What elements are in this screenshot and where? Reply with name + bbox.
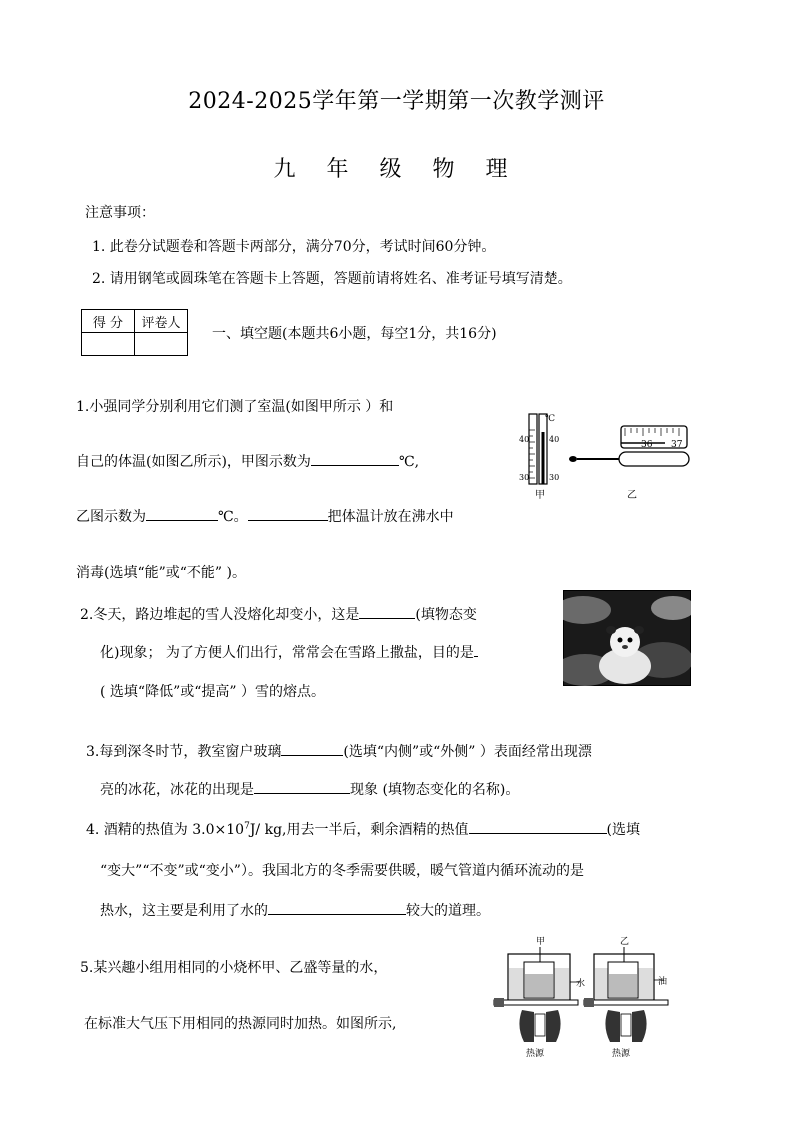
q1-blank-3[interactable] xyxy=(248,506,328,521)
fig-scale-37: 37 xyxy=(671,440,683,450)
clinical-bulb xyxy=(569,456,577,462)
score-cell[interactable] xyxy=(82,333,135,356)
q4-blank-1[interactable] xyxy=(469,819,607,834)
fig-label-jia: 甲 xyxy=(536,937,546,947)
score-header: 得 分 xyxy=(82,310,135,333)
q3-blank-1[interactable] xyxy=(281,741,343,756)
q4-blank-2[interactable] xyxy=(268,900,406,915)
fig-tick-40-left: 40 xyxy=(519,435,530,444)
clinical-body xyxy=(619,452,689,466)
q1-line-2: 自己的体温(如图乙所示)，甲图示数为 ℃, xyxy=(76,451,419,471)
notice-heading: 注意事项： xyxy=(85,205,155,221)
q3-line-2: 亮的冰花，冰花的出现是 现象 (填物态变化的名称)。 xyxy=(100,779,519,799)
q1-line-4: 消毒(选填“能”或“不能” )。 xyxy=(76,565,247,581)
fig-tick-40-right: 40 xyxy=(549,435,560,444)
fig-label-heat-src-1: 热源 xyxy=(526,1049,545,1059)
q2-line-2: 化)现象； 为了方便人们出行，常常会在雪路上撒盐，目的是 xyxy=(100,642,478,662)
grader-header: 评卷人 xyxy=(135,310,188,333)
fig-tick-30-left: 30 xyxy=(519,473,530,482)
score-table xyxy=(81,309,188,356)
snowman-photo xyxy=(563,590,691,686)
fig-label-oil: 油 xyxy=(658,977,668,987)
fig-label-yi: 乙 xyxy=(620,937,630,947)
fig-scale-36: 36 xyxy=(641,440,653,450)
q4-line-1: 4. 酒精的热值为 $3.0\times 10^7J/$ kg,用去一半后，剩余酒精的热值 (选填 xyxy=(86,819,640,839)
q2-line-1: 2.冬天，路边堆起的雪人没熔化却变小，这是 (填物态变 xyxy=(80,604,477,624)
q2-blank-2[interactable] xyxy=(474,642,478,657)
q3-blank-2[interactable] xyxy=(254,779,350,794)
q2-blank-1[interactable] xyxy=(359,604,415,619)
q1-blank-1[interactable] xyxy=(311,451,399,466)
q1-line-1: 1.小强同学分别利用它们测了室温(如图甲所示 ）和 xyxy=(76,399,394,415)
thermometer-figure xyxy=(515,410,700,502)
page-title: 2024-2025学年第一学期第一次教学测评 xyxy=(188,89,605,114)
right-stand xyxy=(584,1000,668,1005)
heating-figure xyxy=(488,932,688,1062)
fig-label-water: 水 xyxy=(576,979,586,989)
section-title: 一、填空题(本题共6小题，每空1分，共16分) xyxy=(212,326,497,342)
q4-line-3: 热水，这主要是利用了水的 较大的道理。 xyxy=(100,900,490,920)
fig-caption-yi: 乙 xyxy=(627,490,637,501)
fig-tick-30-right: 30 xyxy=(549,473,560,482)
page-subtitle: 九 年 级 物 理 xyxy=(273,157,520,182)
fig-unit-label: ℃ xyxy=(545,414,556,424)
fig-caption-jia: 甲 xyxy=(535,490,545,501)
q5-line-2: 在标准大气压下用相同的热源同时加热。如图所示, xyxy=(84,1016,397,1032)
grader-cell[interactable] xyxy=(135,333,188,356)
q3-line-1: 3.每到深冬时节，教室窗户玻璃 (选填“内侧”或“外侧” ）表面经常出现漂 xyxy=(86,741,592,761)
q4-line-2: “变大”“不变”或“变小”）。我国北方的冬季需要供暖，暖气管道内循环流动的是 xyxy=(100,863,584,879)
q1-blank-2[interactable] xyxy=(146,506,218,521)
room-thermometer-left xyxy=(529,414,537,484)
q1-line-3: 乙图示数为 ℃。 把体温计放在沸水中 xyxy=(76,506,454,526)
notice-item-1: 1. 此卷分试题卷和答题卡两部分，满分70分，考试时间60分钟。 xyxy=(92,239,496,255)
q2-line-3: ( 选填“降低”或“提高” ）雪的熔点。 xyxy=(100,684,325,700)
left-stand xyxy=(494,1000,578,1005)
q5-line-1: 5.某兴趣小组用相同的小烧杯甲、乙盛等量的水， xyxy=(80,960,388,976)
fig-label-heat-src-2: 热源 xyxy=(612,1049,631,1059)
notice-item-2: 2. 请用钢笔或圆珠笔在答题卡上答题，答题前请将姓名、准考证号填写清楚。 xyxy=(92,271,572,287)
